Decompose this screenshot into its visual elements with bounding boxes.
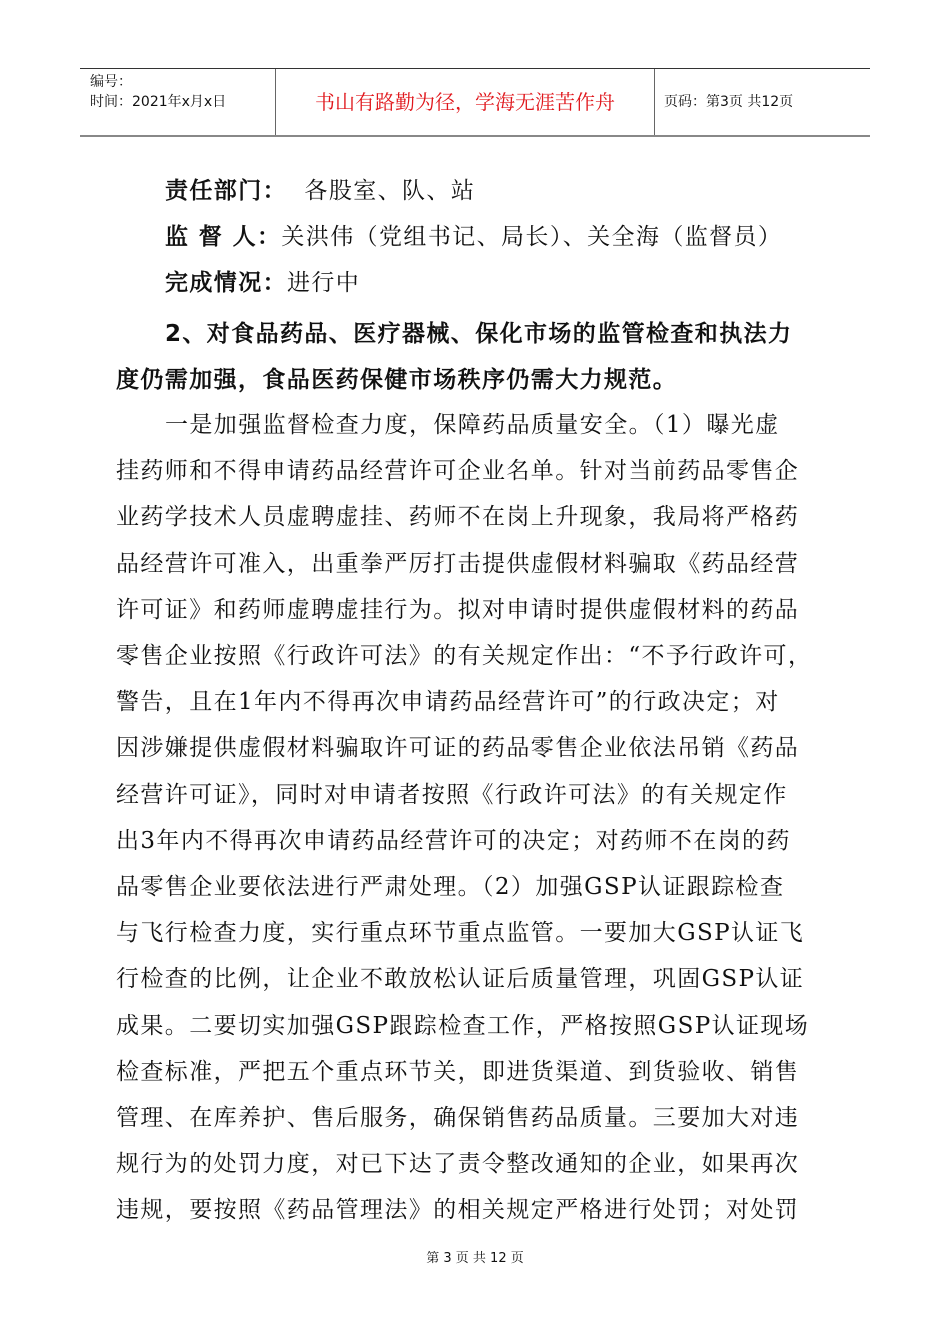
header-page-code: 页码：第3页 共12页 <box>664 94 794 110</box>
body-line: 出3年内不得再次申请药品经营许可的决定；对药师不在岗的药 <box>116 827 791 854</box>
body-line: 业药学技术人员虚聘虚挂、药师不在岗上升现象，我局将严格药 <box>116 504 800 531</box>
number-label: 编号： <box>90 74 132 90</box>
body-line: 许可证》和药师虚聘虚挂行为。拟对申请时提供虚假材料的药品 <box>116 596 800 623</box>
body-line: 经营许可证》，同时对申请者按照《行政许可法》的有关规定作 <box>116 781 788 808</box>
body-line: 一是加强监督检查力度，保障药品质量安全。（1）曝光虚 <box>165 412 780 438</box>
body-line: 行检查的比例，让企业不敢放松认证后质量管理，巩固GSP认证 <box>116 966 805 993</box>
body-line: 警告，且在1年内不得再次申请药品经营许可”的行政决定；对 <box>116 689 780 716</box>
body-line: 挂药师和不得申请药品经营许可企业名单。针对当前药品零售企 <box>116 458 800 485</box>
header-motto: 书山有路勤为径，学海无涯苦作舟 <box>276 69 655 135</box>
section-heading: 度仍需加强，食品医药保健市场秩序仍需大力规范。 <box>116 367 678 393</box>
field-value: 进行中 <box>287 270 361 296</box>
header-table <box>80 68 870 137</box>
field-value: 关洪伟（党组书记、局长）、关全海（监督员） <box>281 224 783 250</box>
body-line: 因涉嫌提供虚假材料骗取许可证的药品零售企业依法吊销《药品 <box>116 735 800 762</box>
body-line: 与飞行检查力度，实行重点环节重点监管。一要加大GSP认证飞 <box>116 920 805 947</box>
field-label: 完成情况： <box>165 270 287 296</box>
field-row <box>165 172 475 205</box>
body-line: 品零售企业要依法进行严肃处理。（2）加强GSP认证跟踪检查 <box>116 874 785 900</box>
section-heading: 2、对食品药品、医疗器械、保化市场的监管检查和执法力 <box>165 321 793 347</box>
field-label: 监 督 人： <box>165 224 282 250</box>
field-value: 各股室、队、站 <box>287 178 476 204</box>
field-row <box>165 218 782 251</box>
body-line: 成果。二要切实加强GSP跟踪检查工作，严格按照GSP认证现场 <box>116 1012 810 1039</box>
time-label: 时间：2021年x月x日 <box>90 94 227 110</box>
header-meta <box>80 69 276 135</box>
field-label: 责任部门： <box>165 178 287 204</box>
body-line: 规行为的处罚力度，对已下达了责令整改通知的企业，如果再次 <box>116 1151 800 1178</box>
body-line: 检查标准，严把五个重点环节关，即进货渠道、到货验收、销售 <box>116 1058 800 1085</box>
page-footer: 第 3 页 共 12 页 <box>426 1251 524 1266</box>
body-line: 品经营许可准入，出重拳严厉打击提供虚假材料骗取《药品经营 <box>116 550 800 577</box>
body-line: 零售企业按照《行政许可法》的有关规定作出：“不予行政许可， <box>116 643 813 669</box>
field-row <box>165 264 360 297</box>
body-line: 管理、在库养护、售后服务，确保销售药品质量。三要加大对违 <box>116 1105 800 1131</box>
body-line: 违规，要按照《药品管理法》的相关规定严格进行处罚；对处罚 <box>116 1197 800 1224</box>
